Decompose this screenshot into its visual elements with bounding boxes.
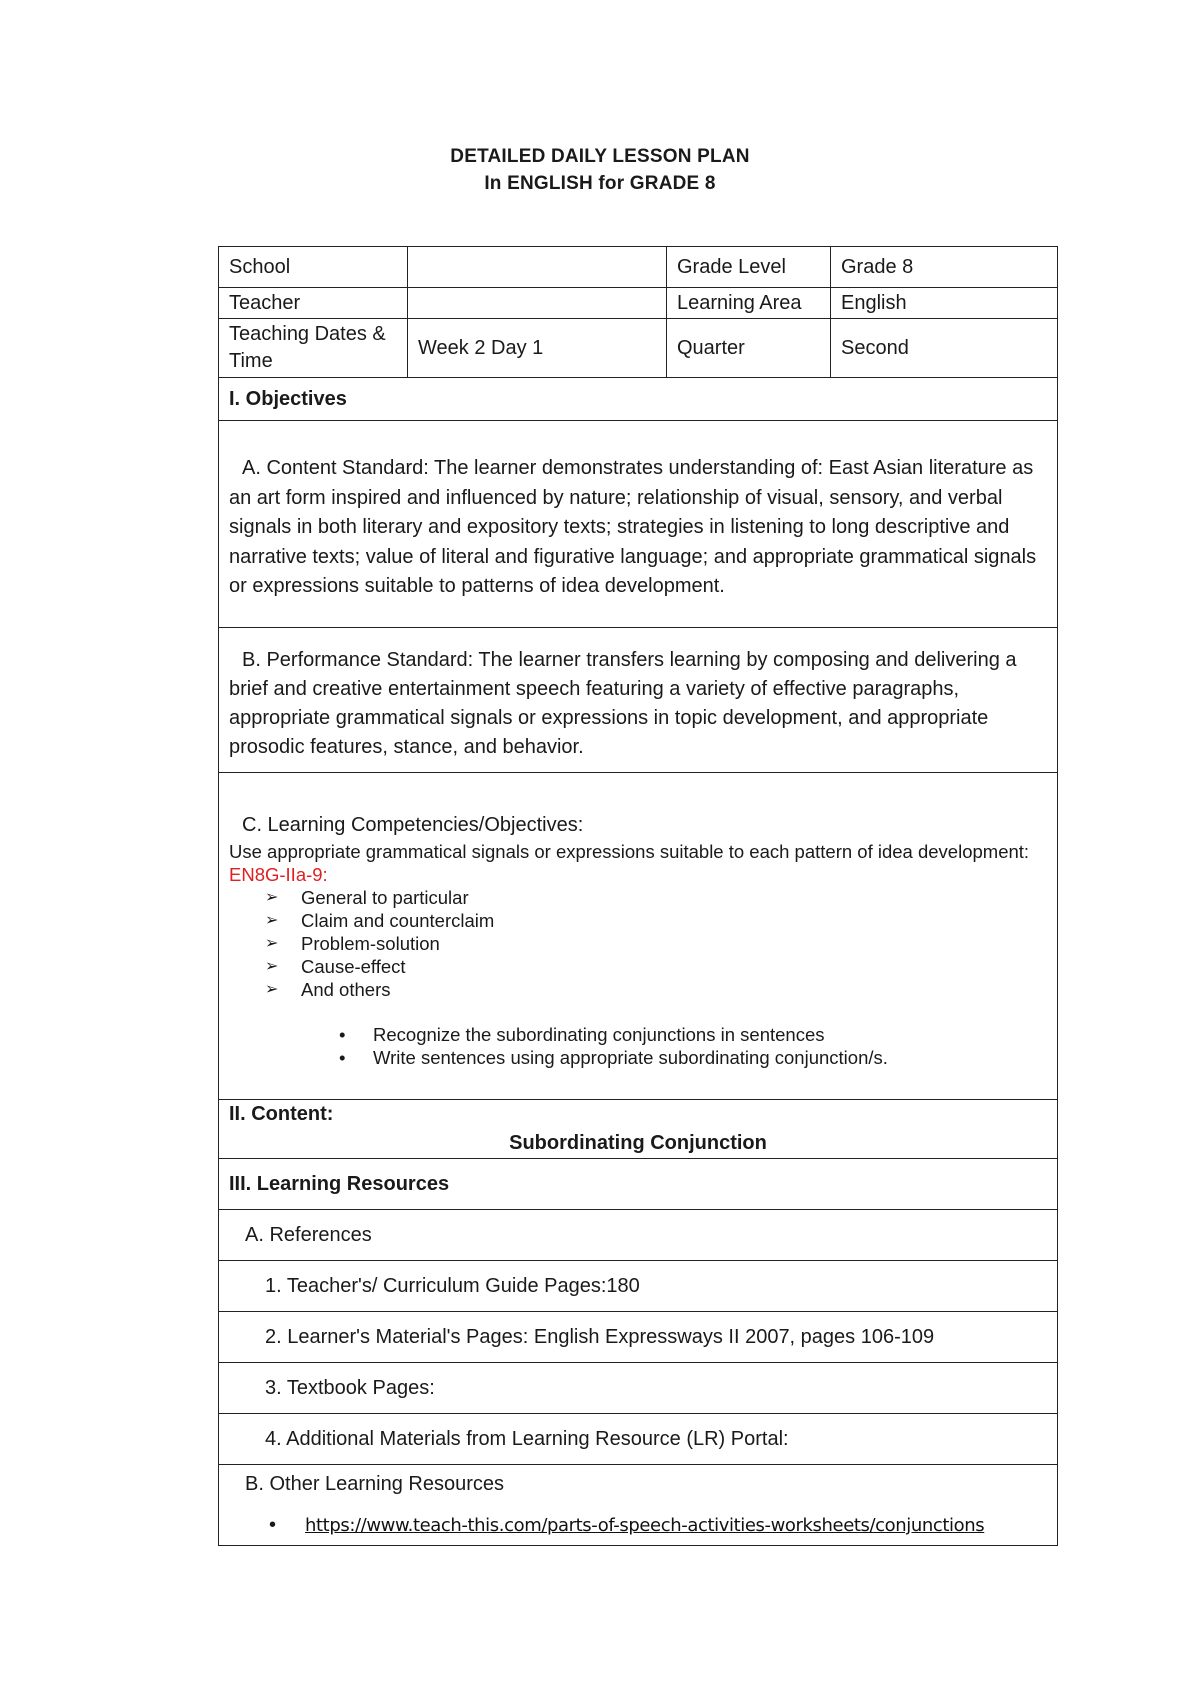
- content-row: [219, 1100, 1058, 1159]
- dot-bullet-icon: •: [339, 1047, 346, 1068]
- competencies-row: [219, 773, 1058, 1100]
- competency-code: EN8G-IIa-9:: [229, 864, 328, 885]
- label-learning-area: Learning Area: [667, 288, 831, 319]
- label-teacher: Teacher: [219, 288, 408, 319]
- arrow-bullet-icon: ➢: [265, 958, 279, 975]
- other-resources-row: [219, 1465, 1058, 1546]
- header-row-teacher: [219, 288, 1058, 319]
- pattern-list: [229, 886, 1047, 1001]
- header-row-dates: [219, 319, 1058, 378]
- arrow-bullet-icon: ➢: [265, 935, 279, 952]
- other-resource-item: [229, 1511, 1047, 1540]
- objectives-heading: I. Objectives: [229, 387, 347, 410]
- value-teaching-dates: Week 2 Day 1: [408, 319, 667, 378]
- reference-row: [219, 1363, 1058, 1414]
- arrow-bullet-icon: ➢: [265, 981, 279, 998]
- label-school: School: [219, 247, 408, 288]
- performance-standard-row: [219, 628, 1058, 773]
- reference-row: [219, 1261, 1058, 1312]
- reference-item: 4. Additional Materials from Learning Resource (LR) Portal:: [265, 1427, 789, 1450]
- competencies-heading: C. Learning Competencies/Objectives:: [242, 814, 584, 836]
- dot-bullet-icon: •: [269, 1514, 277, 1536]
- reference-item: 3. Textbook Pages:: [265, 1376, 435, 1399]
- arrow-bullet-icon: ➢: [265, 889, 279, 906]
- resources-heading: III. Learning Resources: [229, 1172, 450, 1195]
- title-line-2: In ENGLISH for GRADE 8: [484, 173, 716, 194]
- lesson-plan-table: [218, 246, 1058, 1546]
- objective-item: • Write sentences using appropriate subordinating conjunction/s.: [339, 1047, 888, 1068]
- pattern-item: ➢ Claim and counterclaim: [265, 910, 495, 931]
- resources-heading-row: [219, 1159, 1058, 1210]
- pattern-item: ➢ And others: [265, 979, 391, 1000]
- content-standard-text: A. Content Standard: The learner demonstrates understanding of: East Asian literature as an art form inspired and influenced by nature; relationship of visual, sensory, and verbal signals in both literary and expository texts; strategies in listening to long descriptive and narrative texts; value of literal and figurative language; and appropriate grammatical signals or expressions suitable to patterns of idea development.: [229, 457, 1037, 598]
- label-quarter: Quarter: [667, 319, 831, 378]
- reference-row: [219, 1414, 1058, 1465]
- content-topic: Subordinating Conjunction: [509, 1132, 767, 1154]
- title-line-1: DETAILED DAILY LESSON PLAN: [450, 146, 750, 167]
- pattern-item: ➢ Cause-effect: [265, 956, 406, 977]
- content-standard-row: [219, 421, 1058, 628]
- reference-item: 1. Teacher's/ Curriculum Guide Pages:180: [265, 1274, 640, 1297]
- reference-row: [219, 1312, 1058, 1363]
- objective-item: • Recognize the subordinating conjunctions in sentences: [339, 1024, 825, 1045]
- references-heading-row: [219, 1210, 1058, 1261]
- value-teacher: [408, 288, 667, 319]
- other-resources-heading: B. Other Learning Resources: [245, 1473, 505, 1495]
- document-title: [0, 143, 1200, 197]
- value-school: [408, 247, 667, 288]
- competencies-intro: Use appropriate grammatical signals or expressions suitable to each pattern of idea development: EN8G-IIa-9:: [229, 841, 1030, 885]
- label-grade-level: Grade Level: [667, 247, 831, 288]
- dot-bullet-icon: •: [339, 1024, 346, 1045]
- content-heading: II. Content:: [229, 1103, 334, 1125]
- objectives-heading-row: [219, 378, 1058, 421]
- pattern-item: ➢ Problem-solution: [265, 933, 440, 954]
- arrow-bullet-icon: ➢: [265, 912, 279, 929]
- objective-list: [229, 1023, 1047, 1069]
- pattern-item: ➢ General to particular: [265, 887, 469, 908]
- value-quarter: Second: [831, 319, 1058, 378]
- value-grade-level: Grade 8: [831, 247, 1058, 288]
- resource-link[interactable]: https://www.teach-this.com/parts-of-speech-activities-worksheets/conjunctions: [305, 1515, 985, 1536]
- performance-standard-text: B. Performance Standard: The learner transfers learning by composing and delivering a brief and creative entertainment speech featuring a variety of effective paragraphs, appropriate grammatical signals or expressions in topic development, and appropriate prosodic features, stance, and behavior.: [229, 649, 1017, 758]
- label-teaching-dates: Teaching Dates & Time: [219, 319, 408, 378]
- references-heading: A. References: [245, 1223, 372, 1246]
- value-learning-area: English: [831, 288, 1058, 319]
- reference-item: 2. Learner's Material's Pages: English Expressways II 2007, pages 106-109: [265, 1325, 935, 1348]
- header-row-school: [219, 247, 1058, 288]
